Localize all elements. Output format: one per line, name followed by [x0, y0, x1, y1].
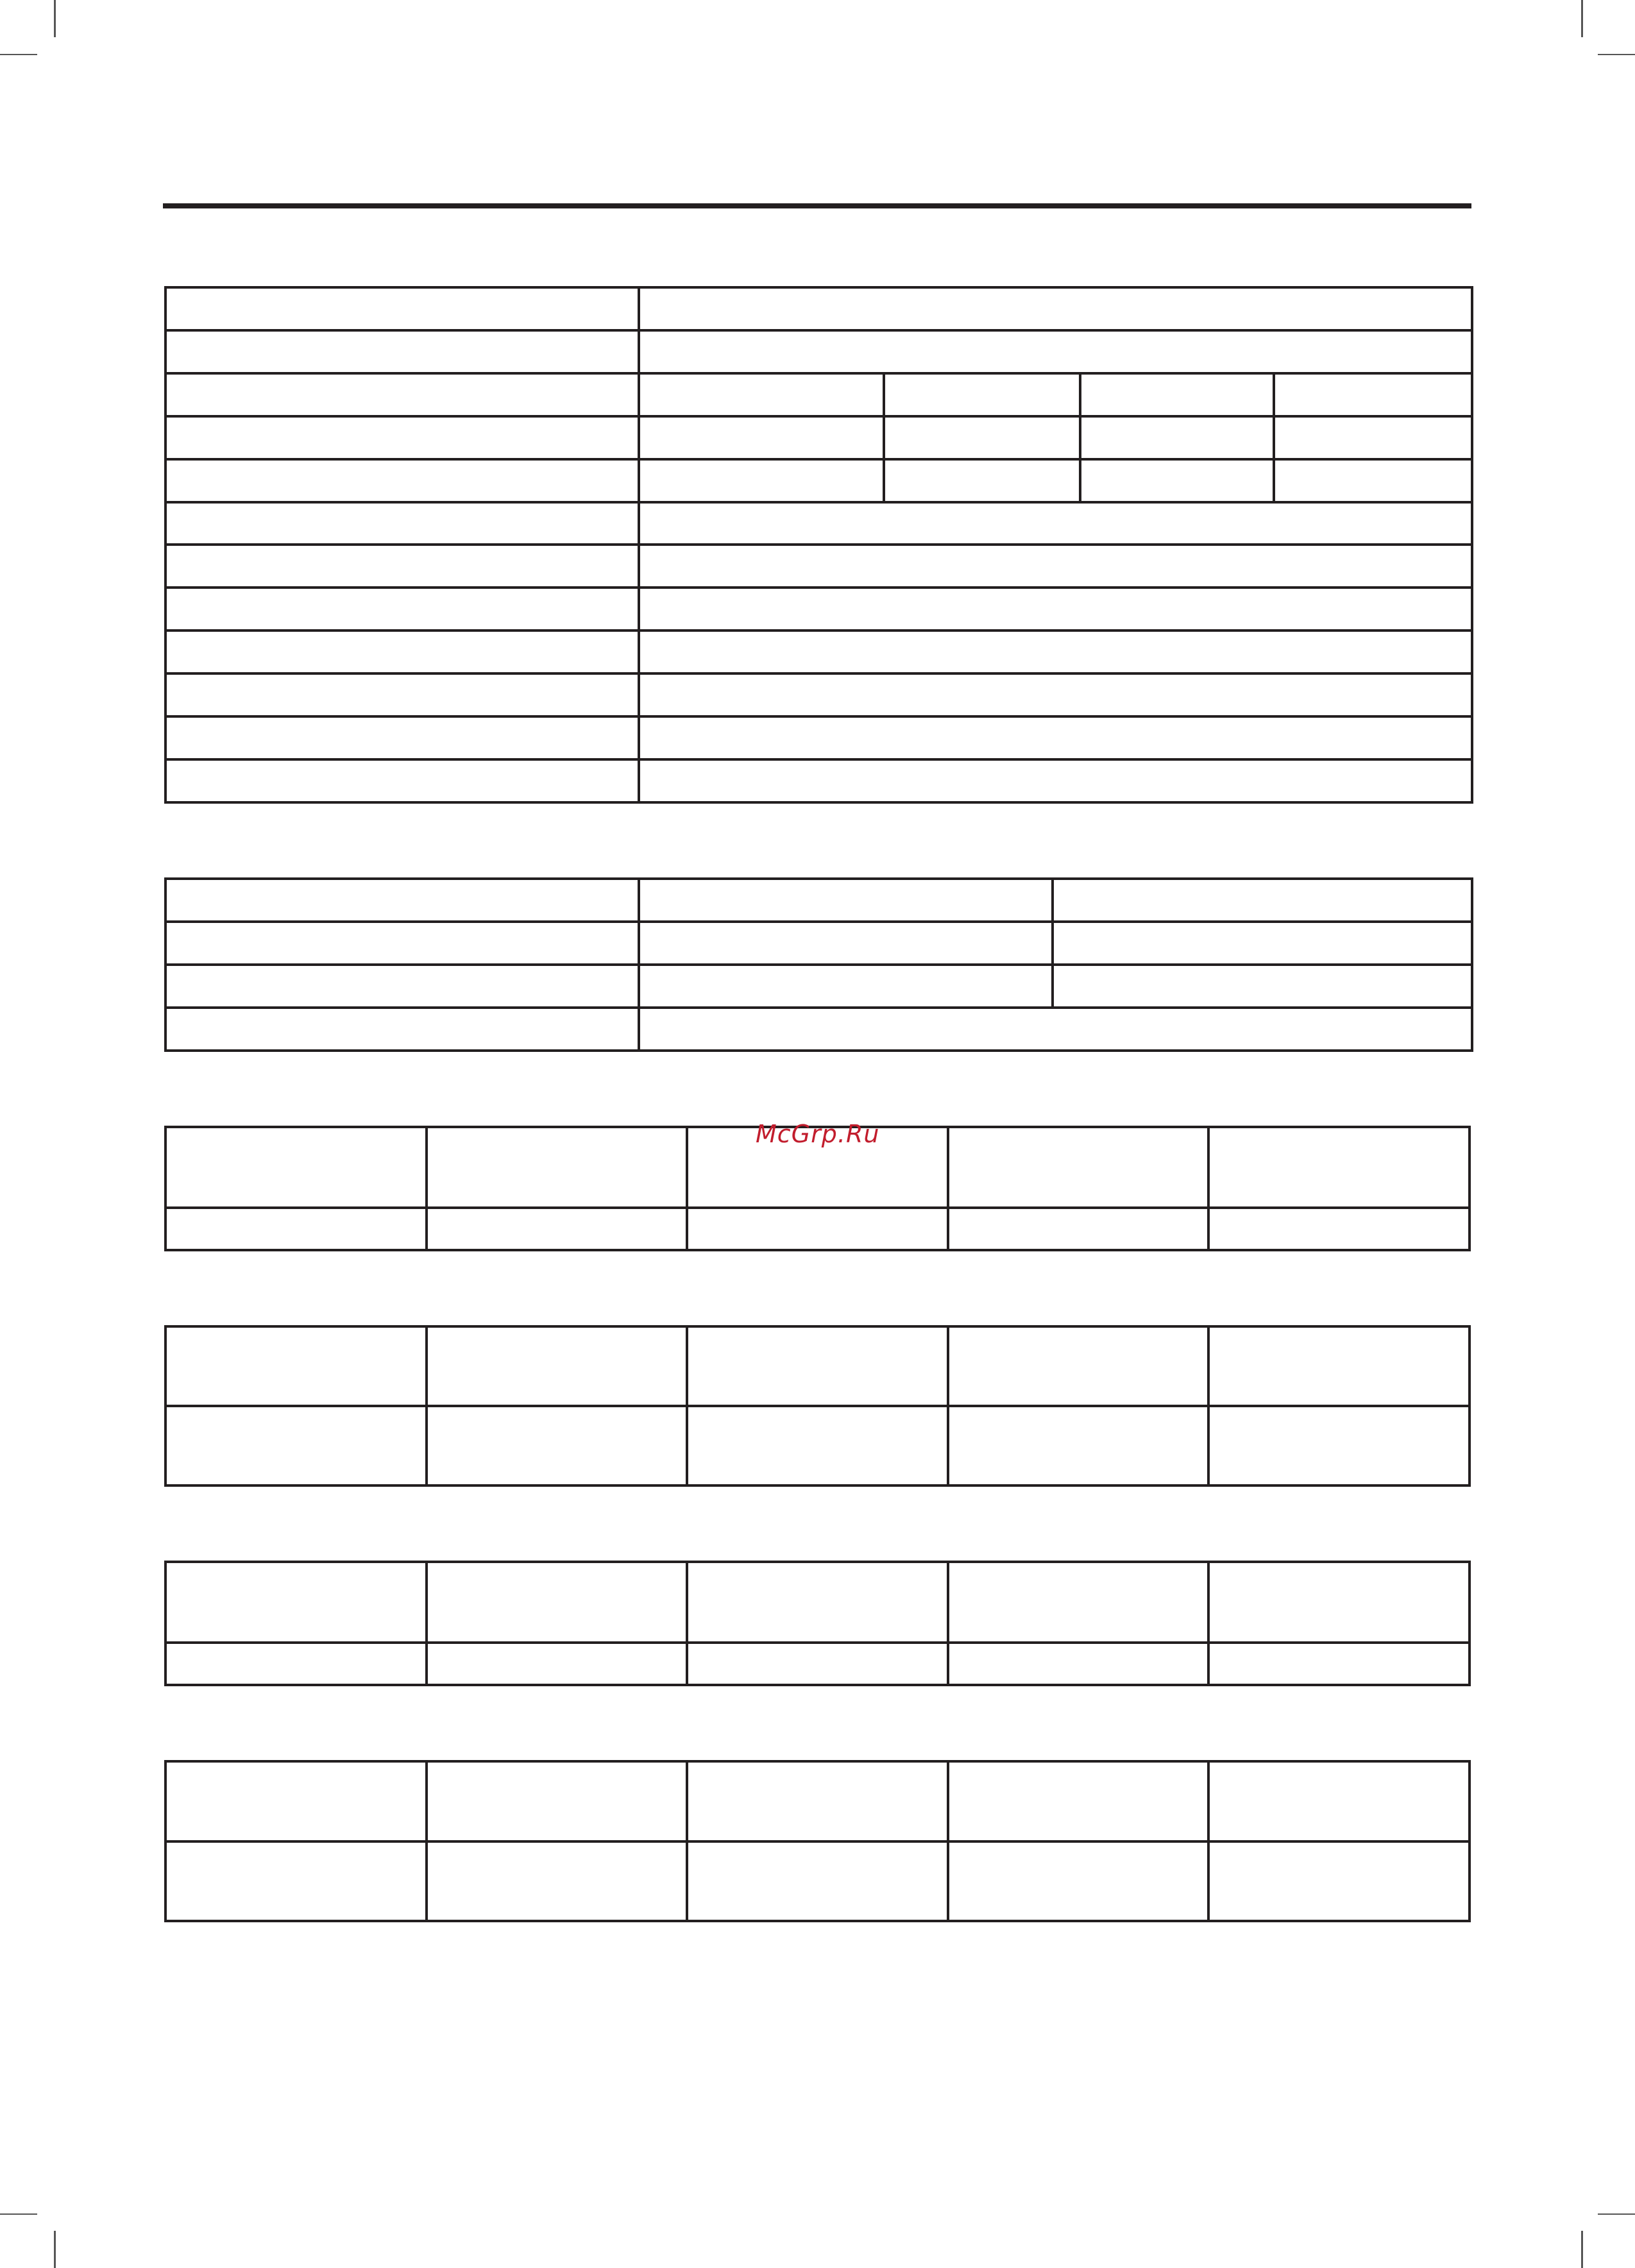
table-cell — [948, 1406, 1209, 1485]
table-cell — [165, 673, 639, 716]
table-cell — [687, 1761, 948, 1841]
table-cell — [1274, 416, 1472, 459]
table-cell — [165, 1008, 639, 1051]
table-cell — [165, 459, 639, 502]
table-row — [165, 965, 1472, 1008]
table-cell — [427, 1841, 688, 1922]
table-cell — [687, 1562, 948, 1643]
table-cell — [1080, 416, 1274, 459]
table-cell — [1080, 459, 1274, 502]
crop-mark — [1598, 54, 1635, 55]
table-cell — [165, 879, 639, 922]
header-rule — [163, 203, 1471, 208]
table-cell — [1053, 879, 1472, 922]
table-cell — [165, 630, 639, 673]
table-cell — [639, 588, 1472, 630]
table-cell — [639, 373, 884, 416]
table-cell — [165, 545, 639, 588]
table-cell — [165, 330, 639, 373]
table-cell — [1208, 1208, 1470, 1250]
table-cell — [165, 1841, 427, 1922]
table-row — [165, 1208, 1470, 1250]
table-row — [165, 1761, 1470, 1841]
table-cell — [165, 1406, 427, 1485]
crop-mark — [0, 54, 37, 55]
table-cell — [948, 1326, 1209, 1406]
table-cell — [1208, 1761, 1470, 1841]
table-cell — [165, 759, 639, 802]
table-row — [165, 502, 1472, 545]
table-cell — [1080, 373, 1274, 416]
table-cell — [165, 1562, 427, 1643]
table-cell — [165, 373, 639, 416]
spec-table-6 — [164, 1760, 1471, 1922]
table-cell — [165, 716, 639, 759]
spec-table-1 — [164, 286, 1473, 804]
table-row — [165, 545, 1472, 588]
table-cell — [165, 965, 639, 1008]
table-cell — [1274, 373, 1472, 416]
table-cell — [639, 673, 1472, 716]
table-cell — [884, 373, 1080, 416]
table-cell — [639, 759, 1472, 802]
table-row — [165, 673, 1472, 716]
table-cell — [1053, 965, 1472, 1008]
table-cell — [165, 922, 639, 965]
table-cell — [165, 287, 639, 330]
table-row — [165, 459, 1472, 502]
table-row — [165, 588, 1472, 630]
table-cell — [639, 1008, 1472, 1051]
table-cell — [427, 1406, 688, 1485]
spec-table-4 — [164, 1325, 1471, 1487]
table-cell — [427, 1127, 688, 1208]
table-row — [165, 759, 1472, 802]
table-row — [165, 1008, 1472, 1051]
spec-table-5 — [164, 1561, 1471, 1686]
crop-mark — [54, 0, 56, 37]
table-row — [165, 922, 1472, 965]
table-cell — [639, 922, 1053, 965]
table-cell — [165, 1127, 427, 1208]
crop-mark — [1581, 2231, 1583, 2268]
table-cell — [639, 287, 1472, 330]
table-cell — [687, 1208, 948, 1250]
table-cell — [165, 502, 639, 545]
table-cell — [639, 459, 884, 502]
table-cell — [948, 1841, 1209, 1922]
table-row — [165, 330, 1472, 373]
table-cell — [948, 1643, 1209, 1685]
table-cell — [639, 502, 1472, 545]
table-cell — [948, 1127, 1209, 1208]
table-cell — [427, 1326, 688, 1406]
table-row — [165, 716, 1472, 759]
table-row — [165, 630, 1472, 673]
table-row — [165, 416, 1472, 459]
table-cell — [165, 416, 639, 459]
table-cell — [1208, 1127, 1470, 1208]
table-cell — [639, 965, 1053, 1008]
table-cell — [948, 1562, 1209, 1643]
crop-mark — [1598, 2213, 1635, 2215]
table-cell — [427, 1562, 688, 1643]
table-cell — [165, 1761, 427, 1841]
table-cell — [687, 1326, 948, 1406]
table-cell — [687, 1406, 948, 1485]
table-cell — [639, 716, 1472, 759]
table-cell — [165, 588, 639, 630]
table-cell — [948, 1208, 1209, 1250]
table-cell — [427, 1761, 688, 1841]
crop-mark — [1581, 0, 1583, 37]
table-cell — [427, 1208, 688, 1250]
table-cell — [948, 1761, 1209, 1841]
table-row — [165, 287, 1472, 330]
table-row — [165, 373, 1472, 416]
table-cell — [1208, 1406, 1470, 1485]
table-cell — [639, 879, 1053, 922]
table-cell — [165, 1643, 427, 1685]
table-cell — [1274, 459, 1472, 502]
table-cell — [884, 459, 1080, 502]
table-cell — [427, 1643, 688, 1685]
table-cell — [639, 545, 1472, 588]
table-cell — [639, 630, 1472, 673]
watermark-text[interactable]: McGrp.Ru — [756, 1120, 880, 1148]
table-row — [165, 1406, 1470, 1485]
crop-mark — [0, 2213, 37, 2215]
table-cell — [639, 416, 884, 459]
table-row — [165, 879, 1472, 922]
table-cell — [1208, 1643, 1470, 1685]
table-cell — [687, 1643, 948, 1685]
table-row — [165, 1841, 1470, 1922]
table-cell — [1208, 1326, 1470, 1406]
table-row — [165, 1326, 1470, 1406]
table-cell — [1053, 922, 1472, 965]
table-cell — [1208, 1841, 1470, 1922]
table-cell — [1208, 1562, 1470, 1643]
crop-mark — [54, 2231, 56, 2268]
table-row — [165, 1562, 1470, 1643]
table-cell — [687, 1841, 948, 1922]
spec-table-2 — [164, 877, 1473, 1052]
table-cell — [165, 1208, 427, 1250]
table-cell — [639, 330, 1472, 373]
table-row — [165, 1643, 1470, 1685]
table-cell — [884, 416, 1080, 459]
table-cell — [165, 1326, 427, 1406]
